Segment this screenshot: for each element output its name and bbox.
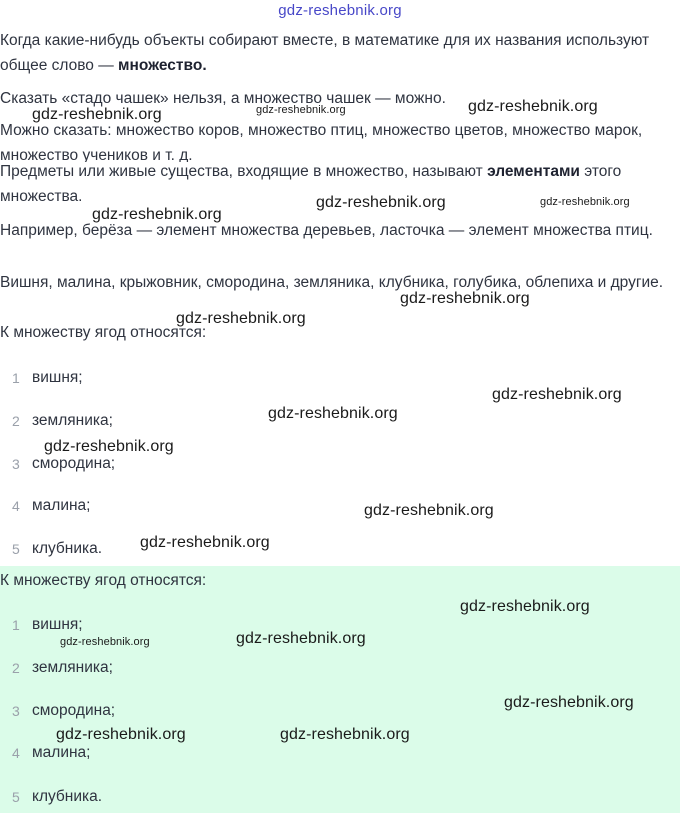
- paragraph-5: Например, берёза — элемент множества деревьев, ласточка — элемент множества птиц.: [0, 222, 653, 239]
- watermark: gdz-reshebnik.org: [468, 98, 598, 115]
- watermark: gdz-reshebnik.org: [44, 438, 174, 455]
- term-set: множество: [118, 57, 203, 74]
- watermark: gdz-reshebnik.org: [32, 106, 162, 123]
- paragraph-3: Можно сказать: множество коров, множество птиц, множество цветов, множество марок, множество учеников и т. д.: [0, 122, 643, 162]
- watermark: gdz-reshebnik.org: [540, 196, 630, 208]
- paragraph-2: Сказать «стадо чашек» нельзя, а множество чашек — можно.: [0, 90, 446, 107]
- watermark: gdz-reshebnik.org: [460, 598, 590, 615]
- watermark: gdz-reshebnik.org: [316, 194, 446, 211]
- answer-question: К множеству ягод относятся:: [0, 572, 207, 589]
- watermark: gdz-reshebnik.org: [268, 405, 398, 422]
- watermark: gdz-reshebnik.org: [492, 386, 622, 403]
- question: К множеству ягод относятся:: [0, 324, 207, 341]
- watermark: gdz-reshebnik.org: [364, 502, 494, 519]
- watermark: gdz-reshebnik.org: [504, 694, 634, 711]
- watermark: gdz-reshebnik.org: [400, 290, 530, 307]
- paragraph-6: Вишня, малина, крыжовник, смородина, земляника, клубника, голубика, облепиха и другие.: [0, 274, 664, 291]
- term-elements: элементами: [487, 163, 580, 180]
- watermark: gdz-reshebnik.org: [56, 726, 186, 743]
- watermark: gdz-reshebnik.org: [280, 726, 410, 743]
- header-watermark: gdz-reshebnik.org: [278, 2, 402, 19]
- watermark: gdz-reshebnik.org: [60, 636, 150, 648]
- watermark: gdz-reshebnik.org: [140, 534, 270, 551]
- watermark: gdz-reshebnik.org: [236, 630, 366, 647]
- watermark: gdz-reshebnik.org: [92, 206, 222, 223]
- paragraph-1: Когда какие-нибудь объекты собирают вместе, в математике для их названия используют общее слово — множество.: [0, 32, 650, 74]
- watermark: gdz-reshebnik.org: [176, 310, 306, 327]
- watermark: gdz-reshebnik.org: [256, 104, 346, 116]
- paragraph-4: Предметы или живые существа, входящие в множество, называют элементами этого множества.: [0, 163, 622, 205]
